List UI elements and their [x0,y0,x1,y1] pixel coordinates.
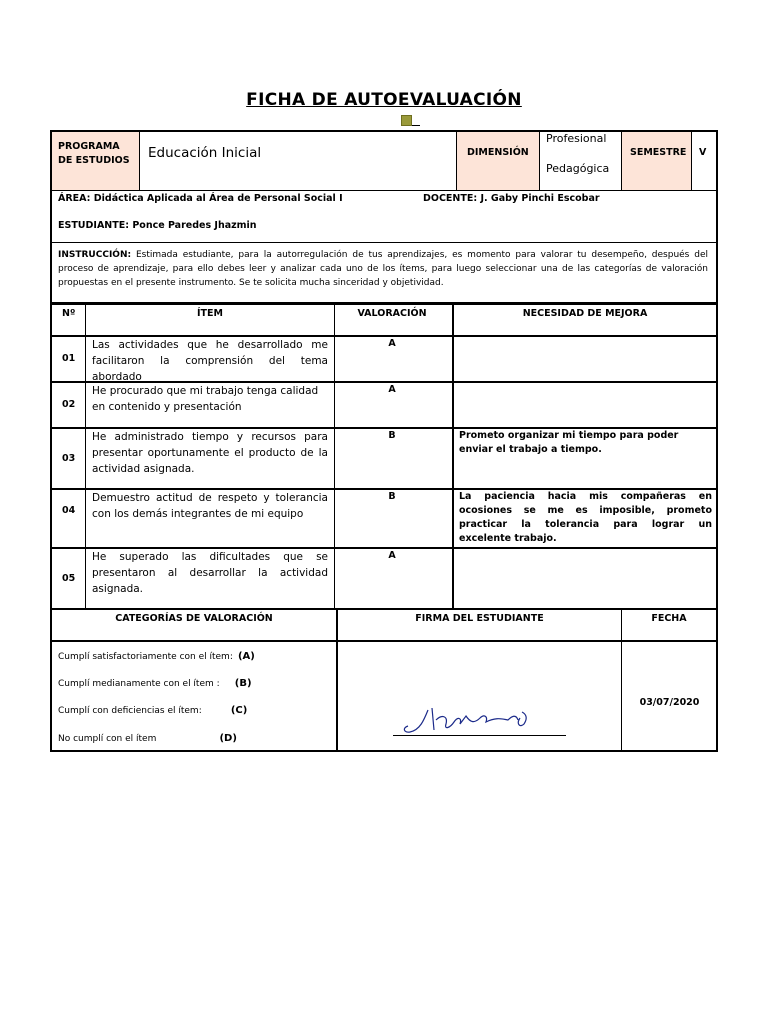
row-valoracion: B [334,490,449,547]
marker-underline [412,125,420,126]
semestre-value: V [699,147,707,158]
categoria-code: (D) [219,733,237,744]
dimension-label: DIMENSIÓN [467,147,529,158]
table-header-row [52,303,716,335]
semestre-label-cell [621,132,691,190]
list-item [58,644,255,664]
page-title: FICHA DE AUTOEVALUACIÓN [246,90,522,110]
list-item [58,698,247,718]
evaluation-form [50,130,718,752]
row-valoracion: A [334,383,449,427]
row-num: 03 [62,452,76,464]
dimension-value-cell [539,132,621,190]
list-item [58,671,252,691]
row-item: He administrado tiempo y recursos para presentar oportunamente el producto de la actividad asignada. [85,429,334,488]
table-row [52,488,716,547]
firma-cell [336,642,621,752]
table-row [52,427,716,488]
col-num-header: Nº [62,308,76,319]
row-item: He procurado que mi trabajo tenga calidad en contenido y presentación [85,383,334,427]
categoria-code: (C) [230,705,248,716]
col-item-header: ÍTEM [85,305,334,335]
semestre-label: SEMESTRE [630,147,687,158]
estudiante-text: ESTUDIANTE: Ponce Paredes Jhazmin [58,220,257,231]
categorias-header: CATEGORÍAS DE VALORACIÓN [115,613,273,624]
row-mejora [452,337,716,381]
fecha-value: 03/07/2020 [639,697,700,708]
items-table [52,302,716,610]
row-valoracion: A [334,549,449,609]
anchor-marker-icon [401,115,412,126]
categoria-text: No cumplí con el ítem [58,734,157,744]
categoria-code: (B) [234,678,252,689]
row-mejora [452,549,716,609]
row-num: 04 [62,505,76,516]
instruction-section [52,242,716,302]
row-num: 01 [62,353,76,364]
row-item: Demuestro actitud de respeto y tolerancia con los demás integrantes de mi equipo [85,490,334,547]
table-row [52,335,716,381]
row-item: He superado las dificultades que se presentaron al desarrollar la actividad asignada. [85,549,334,609]
col-mejora-header: NECESIDAD DE MEJORA [452,305,716,335]
signature-line [393,735,566,736]
programa-value-cell [139,132,456,190]
dimension-label-cell [456,132,539,190]
fecha-cell [621,642,716,752]
row-num: 02 [62,399,76,410]
programa-label: PROGRAMA DE ESTUDIOS [58,141,130,166]
row-item: Las actividades que he desarrollado me facilitaron la comprensión del tema abordado [85,337,334,381]
fecha-header: FECHA [621,610,716,640]
footer-body [52,640,716,752]
row-valoracion: A [334,337,449,381]
dimension-value-2: Pedagógica [546,162,610,175]
table-row [52,547,716,609]
col-valoracion-header: VALORACIÓN [334,305,449,335]
programa-value: Educación Inicial [148,145,262,161]
categoria-text: Cumplí con deficiencias el ítem: [58,706,202,716]
firma-header: FIRMA DEL ESTUDIANTE [336,610,621,640]
table-row [52,381,716,427]
row-mejora [452,383,716,427]
list-item [58,726,237,746]
row-mejora: Prometo organizar mi tiempo para poder enviar el trabajo a tiempo. [452,429,716,488]
dimension-value-1: Profesional [546,132,607,145]
row-mejora: La paciencia hacia mis compañeras en ocosiones se me es imposible, prometo practicar la tolerancia para lograr un excelente trabajo. [452,490,716,547]
footer-section [52,608,716,750]
signature-icon [388,700,568,740]
categoria-text: Cumplí satisfactoriamente con el ítem: [58,652,233,662]
instruction-label: INSTRUCCIÓN: [58,250,132,260]
semestre-value-cell [691,132,718,190]
instruction-text: Estimada estudiante, para la autorregulación de tus aprendizajes, es momento para valorar tu desempeño, después del proceso de aprendizaje, para ello debes leer y analizar cada uno de los ítems, para luego seleccionar una de las categorías de valoración propuestas en el presente instrumento. Se te solicita mucha sinceridad y objetividad. [58,250,708,288]
row-num: 05 [62,573,76,584]
info-section [52,190,716,242]
area-text: ÁREA: Didáctica Aplicada al Área de Personal Social I [58,193,343,204]
categoria-code: (A) [237,651,255,662]
row-valoracion: B [334,429,449,488]
docente-text: DOCENTE: J. Gaby Pinchi Escobar [423,193,600,204]
programa-label-cell [52,132,139,190]
categoria-text: Cumplí medianamente con el ítem : [58,679,220,689]
